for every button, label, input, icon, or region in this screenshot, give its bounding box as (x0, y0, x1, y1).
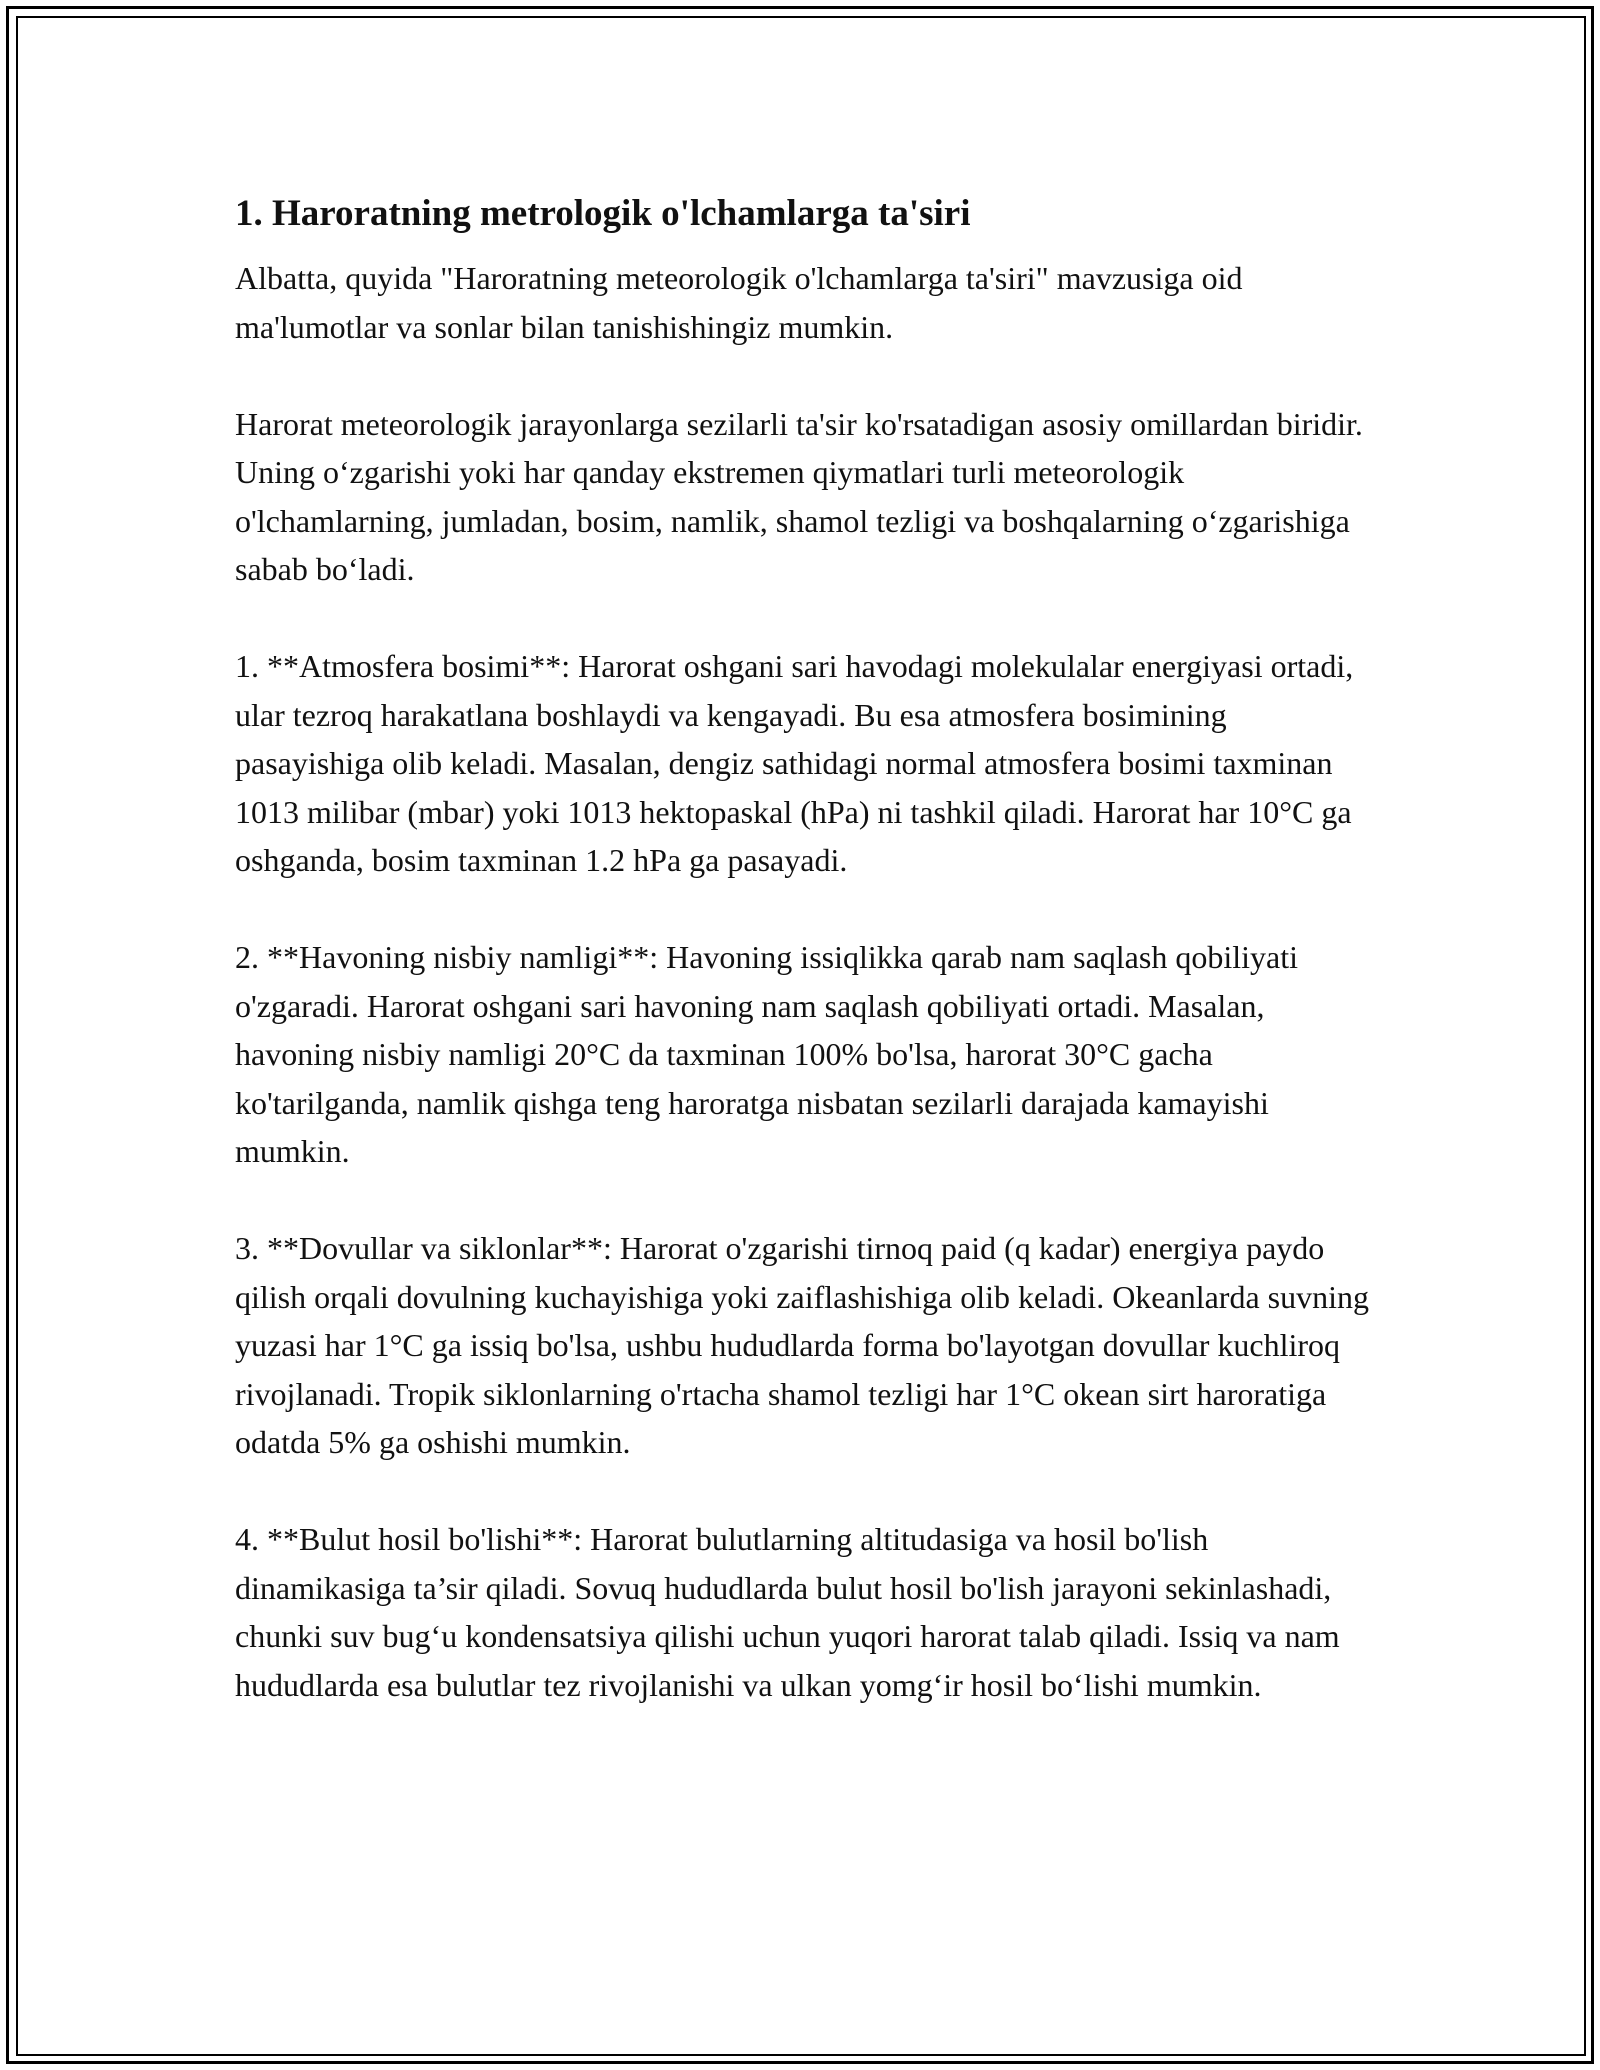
document-body (235, 186, 1375, 1709)
relative-humidity-paragraph: 2. **Havoning nisbiy namligi**: Havoning issiqlikka qarab nam saqlash qobiliyati o'zgaradi. Harorat oshgani sari havoning nam saqlash qobiliyati ortadi. Masalan, havoning nisbiy namligi 20°C da taxminan 100% bo'lsa, harorat 30°C gacha ko'tarilganda, namlik qishga teng haroratga nisbatan sezilarli darajada kamayishi mumkin. (235, 939, 1298, 1169)
overview-paragraph: Harorat meteorologik jarayonlarga sezilarli ta'sir ko'rsatadigan asosiy omillardan biridir. Uning o‘zgarishi yoki har qanday ekstremen qiymatlari turli meteorologik o'lchamlarning, jumladan, bosim, namlik, shamol tezligi va boshqalarning o‘zgarishiga sabab bo‘ladi. (235, 405, 1363, 587)
atmospheric-pressure-paragraph: 1. **Atmosfera bosimi**: Harorat oshgani sari havodagi molekulalar energiyasi ortadi, ular tezroq harakatlana boshlaydi va kengayadi. Bu esa atmosfera bosimining pasayishiga olib keladi. Masalan, dengiz sathidagi normal atmosfera bosimi taxminan 1013 milibar (mbar) yoki 1013 hektopaskal (hPa) ni tashkil qiladi. Harorat har 10°C ga oshganda, bosim taxminan 1.2 hPa ga pasayadi. (235, 648, 1354, 878)
cloud-formation-paragraph: 4. **Bulut hosil bo'lishi**: Harorat bulutlarning altitudasiga va hosil bo'lish dinamikasiga ta’sir qiladi. Sovuq hududlarda bulut hosil bo'lish jarayoni sekinlashadi, chunki suv bug‘u kondensatsiya qilishi uchun yuqori harorat talab qiladi. Issiq va nam hududlarda esa bulutlar tez rivojlanishi va ulkan yomg‘ir hosil bo‘lishi mumkin. (235, 1521, 1340, 1703)
storms-cyclones-paragraph: 3. **Dovullar va siklonlar**: Harorat o'zgarishi tirnoq paid (q kadar) energiya paydo qilish orqali dovulning kuchayishiga yoki zaiflashishiga olib keladi. Okeanlarda suvning yuzasi har 1°C ga issiq bo'lsa, ushbu hududlarda forma bo'layotgan dovullar kuchliroq rivojlanadi. Tropik siklonlarning o'rtacha shamol tezligi har 1°C okean sirt haroratiga odatda 5% ga oshishi mumkin. (235, 1230, 1369, 1460)
intro-paragraph: Albatta, quyida "Haroratning meteorologik o'lchamlarga ta'siri" mavzusiga oid ma'lumotlar va sonlar bilan tanishishingiz mumkin. (235, 260, 1243, 345)
document-title: 1. Haroratning metrologik o'lchamlarga ta'siri (235, 193, 971, 234)
